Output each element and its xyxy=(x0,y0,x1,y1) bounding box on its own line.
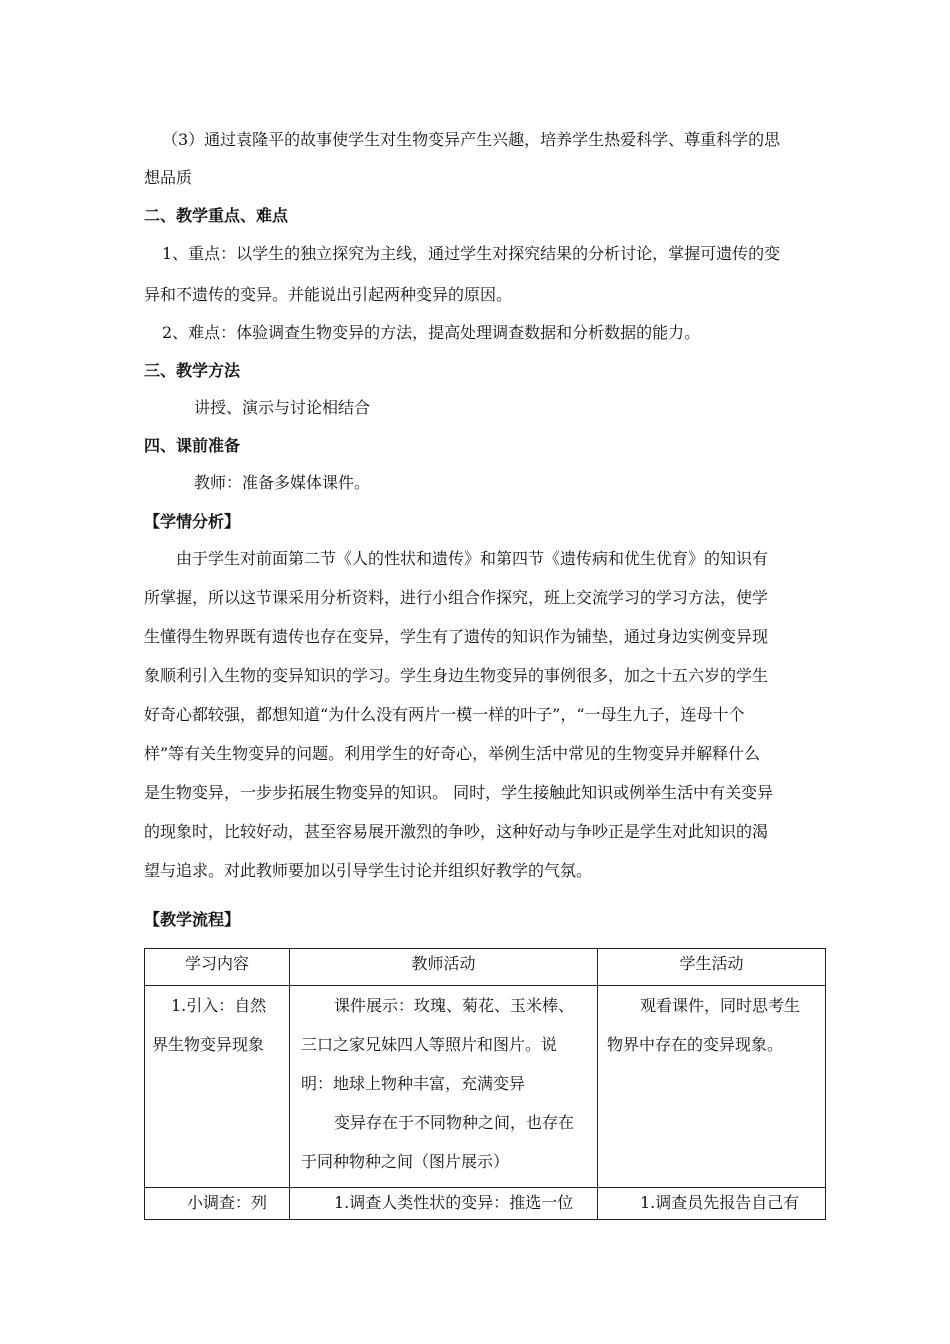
header-learning-content: 学习内容 xyxy=(145,949,290,986)
table-row xyxy=(145,986,826,1188)
cell-text: 小调查：列 xyxy=(187,1193,268,1212)
analysis-line: 象顺利引入生物的变异知识的学习。学生身边生物变异的事例很多，加之十五六岁的学生 xyxy=(144,666,769,685)
cell-text: 三口之家兄妹四人等照片和图片。说 xyxy=(301,1035,558,1054)
cell-text: 物界中存在的变异现象。 xyxy=(607,1035,784,1054)
row-1-teacher-activity xyxy=(290,986,598,1188)
analysis-line: 生懂得生物界既有遗传也存在变异，学生有了遗传的知识作为铺垫，通过身边实例变异现 xyxy=(144,627,769,646)
cell-text: 变异存在于不同物种之间，也存在 xyxy=(334,1113,575,1132)
table-header-row xyxy=(145,949,826,986)
analysis-heading: 【学情分析】 xyxy=(144,512,241,531)
cell-text: 1.调查人类性状的变异：推选一位 xyxy=(334,1193,574,1212)
difficulty-point: 2、难点：体验调查生物变异的方法，提高处理调查数据和分析数据的能力。 xyxy=(162,323,701,342)
row-2-student-activity xyxy=(598,1188,826,1220)
table-row xyxy=(145,1188,826,1220)
analysis-line: 望与追求。对此教师要加以引导学生讨论并组织好教学的气氛。 xyxy=(144,861,593,880)
cell-text: 明：地球上物种丰富，充满变异 xyxy=(301,1074,526,1093)
teaching-flow-table xyxy=(144,948,826,1220)
analysis-line: 由于学生对前面第二节《人的性状和遗传》和第四节《遗传病和优生优育》的知识有 xyxy=(176,549,769,568)
analysis-line: 样”等有关生物变异的问题。利用学生的好奇心，举例生活中常见的生物变异并解释什么 xyxy=(144,744,761,763)
cell-text: 课件展示：玫瑰、菊花、玉米棒、 xyxy=(334,996,575,1015)
cell-text: 1.调查员先报告自己有 xyxy=(640,1193,800,1212)
row-2-teacher-activity xyxy=(290,1188,598,1220)
objective-3-line-1: （3）通过袁隆平的故事使学生对生物变异产生兴趣，培养学生热爱科学、尊重科学的思 xyxy=(162,130,781,149)
key-point-line-2: 异和不遗传的变异。并能说出引起两种变异的原因。 xyxy=(144,285,513,304)
row-1-learning-content xyxy=(145,986,290,1188)
teaching-method: 讲授、演示与讨论相结合 xyxy=(194,398,371,417)
row-2-learning-content xyxy=(145,1188,290,1220)
cell-text: 界生物变异现象 xyxy=(152,1035,265,1054)
cell-text: 于同种物种之间（图片展示） xyxy=(301,1152,510,1171)
flow-heading: 【教学流程】 xyxy=(144,910,241,929)
section-2-heading: 二、教学重点、难点 xyxy=(144,206,289,225)
row-1-student-activity xyxy=(598,986,826,1188)
analysis-line: 所掌握，所以这节课采用分析资料，进行小组合作探究，班上交流学习的学习方法，使学 xyxy=(144,588,769,607)
section-4-heading: 四、课前准备 xyxy=(144,436,241,455)
analysis-line: 是生物变异，一步步拓展生物变异的知识。 同时，学生接触此知识或例举生活中有关变异 xyxy=(144,783,774,802)
analysis-line: 的现象时，比较好动，甚至容易展开激烈的争吵，这种好动与争吵正是学生对此知识的渴 xyxy=(144,822,769,841)
cell-text: 观看课件，同时思考生 xyxy=(640,996,801,1015)
preparation: 教师：准备多媒体课件。 xyxy=(194,473,371,492)
header-student-activity: 学生活动 xyxy=(598,949,826,986)
analysis-line: 好奇心都较强，都想知道“为什么没有两片一模一样的叶子”，“一母生九子，连母十个 xyxy=(144,705,745,724)
header-teacher-activity: 教师活动 xyxy=(290,949,598,986)
section-3-heading: 三、教学方法 xyxy=(144,361,241,380)
objective-3-line-2: 想品质 xyxy=(144,168,193,187)
key-point-line-1: 1、重点：以学生的独立探究为主线，通过学生对探究结果的分析讨论，掌握可遗传的变 xyxy=(162,244,781,263)
cell-text: 1.引入：自然 xyxy=(171,996,267,1015)
